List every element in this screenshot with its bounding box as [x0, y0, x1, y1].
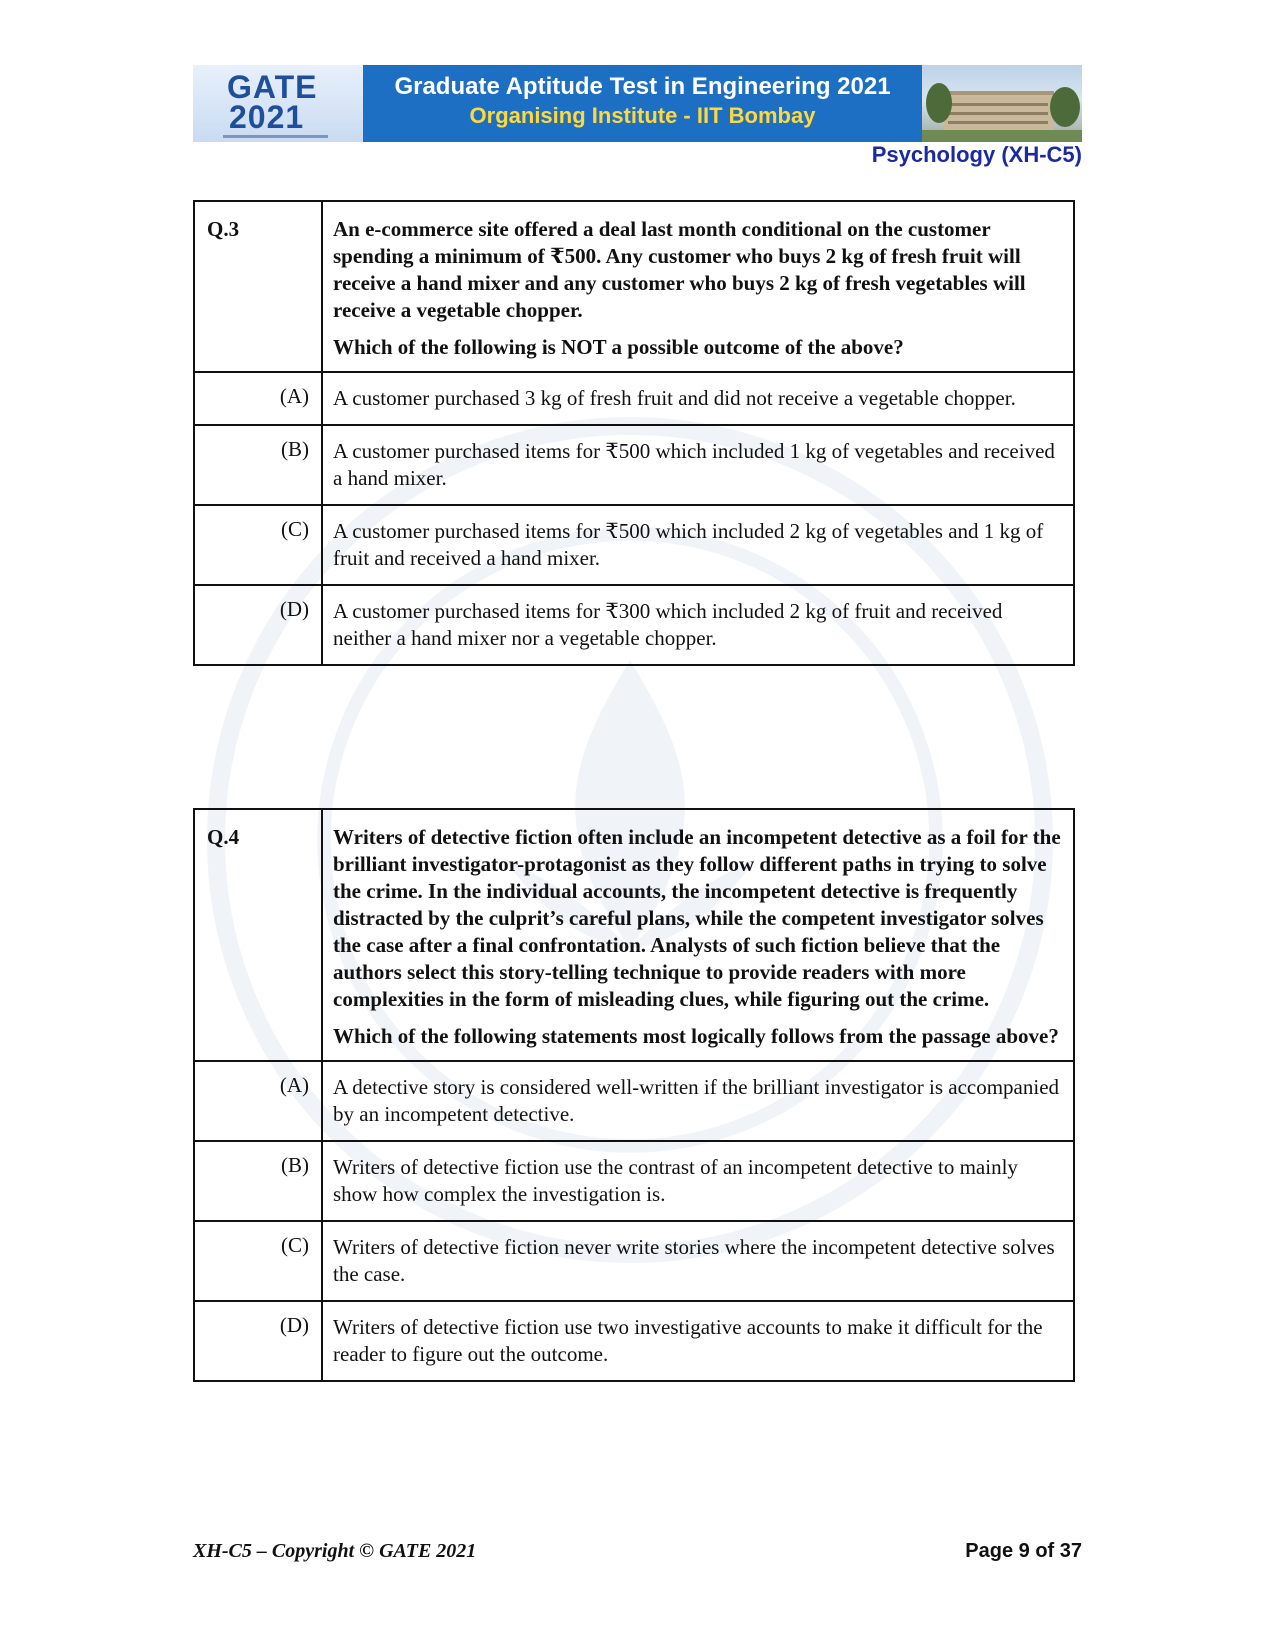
option-text: A customer purchased 3 kg of fresh fruit and did not receive a vegetable chopper. — [322, 372, 1074, 425]
option-label: (C) — [194, 505, 322, 585]
option-row[interactable] — [194, 1061, 1074, 1141]
header-subtitle: Organising Institute - IIT Bombay — [469, 103, 816, 128]
header-banner — [193, 65, 1082, 142]
option-text: A customer purchased items for ₹300 which included 2 kg of fruit and received neither a hand mixer nor a vegetable chopper. — [322, 585, 1074, 665]
question-number: Q.4 — [194, 809, 322, 1061]
option-label: (A) — [194, 372, 322, 425]
question-table-q3 — [193, 200, 1075, 666]
option-text: Writers of detective fiction never write stories where the incompetent detective solves the case. — [322, 1221, 1074, 1301]
question-row — [194, 809, 1074, 1061]
option-label: (B) — [194, 425, 322, 505]
question-stem-cell — [322, 201, 1074, 372]
option-row[interactable] — [194, 1301, 1074, 1381]
option-label: (B) — [194, 1141, 322, 1221]
option-label: (C) — [194, 1221, 322, 1301]
header-title-bar — [363, 65, 922, 142]
option-row[interactable] — [194, 505, 1074, 585]
option-label: (A) — [194, 1061, 322, 1141]
option-text: Writers of detective fiction use two investigative accounts to make it difficult for the reader to figure out the outcome. — [322, 1301, 1074, 1381]
option-label: (D) — [194, 1301, 322, 1381]
question-number: Q.3 — [194, 201, 322, 372]
option-row[interactable] — [194, 372, 1074, 425]
gate-logo — [193, 65, 363, 142]
question-stem: An e-commerce site offered a deal last month conditional on the customer spending a minimum of ₹500. Any customer who buys 2 kg of fresh fruit will receive a hand mixer and any customer who buys 2 kg of fresh vegetables will receive a vegetable chopper. — [333, 217, 1026, 322]
question-row — [194, 201, 1074, 372]
option-text: A customer purchased items for ₹500 which included 2 kg of vegetables and 1 kg of fruit and received a hand mixer. — [322, 505, 1074, 585]
question-table-q4 — [193, 808, 1075, 1382]
tree-icon — [926, 83, 952, 123]
subject-title: Psychology (XH-C5) — [871, 142, 1082, 167]
option-row[interactable] — [194, 1221, 1074, 1301]
option-label: (D) — [194, 585, 322, 665]
option-row[interactable] — [194, 1141, 1074, 1221]
footer-copyright: XH-C5 – Copyright © GATE 2021 — [193, 1540, 477, 1562]
option-row[interactable] — [194, 425, 1074, 505]
page-number: Page 9 of 37 — [965, 1540, 1082, 1562]
question-stem-cell — [322, 809, 1074, 1061]
option-text: A customer purchased items for ₹500 which included 1 kg of vegetables and received a hand mixer. — [322, 425, 1074, 505]
option-text: Writers of detective fiction use the contrast of an incompetent detective to mainly show how complex the investigation is. — [322, 1141, 1074, 1221]
logo-line1: GATE — [227, 69, 318, 105]
question-prompt: Which of the following is NOT a possible outcome of the above? — [333, 335, 904, 359]
campus-photo — [922, 65, 1082, 142]
option-text: A detective story is considered well-written if the brilliant investigator is accompanied by an incompetent detective. — [322, 1061, 1074, 1141]
logo-line2: 2021 — [229, 99, 305, 135]
option-row[interactable] — [194, 585, 1074, 665]
question-stem: Writers of detective fiction often include an incompetent detective as a foil for the brilliant investigator-protagonist as they follow different paths in trying to solve the crime. In the individual accounts, the incompetent detective is frequently distracted by the culprit’s careful plans, while the competent investigator solves the case after a final confrontation. Analysts of such fiction believe that the authors select this story-telling technique to provide readers with more complexities in the form of misleading clues, while figuring out the crime. — [333, 825, 1061, 1011]
question-prompt: Which of the following statements most logically follows from the passage above? — [333, 1024, 1059, 1048]
tree-icon — [1050, 87, 1080, 127]
header-title: Graduate Aptitude Test in Engineering 2021 — [394, 73, 891, 100]
logo-tagline-icon — [223, 135, 328, 138]
